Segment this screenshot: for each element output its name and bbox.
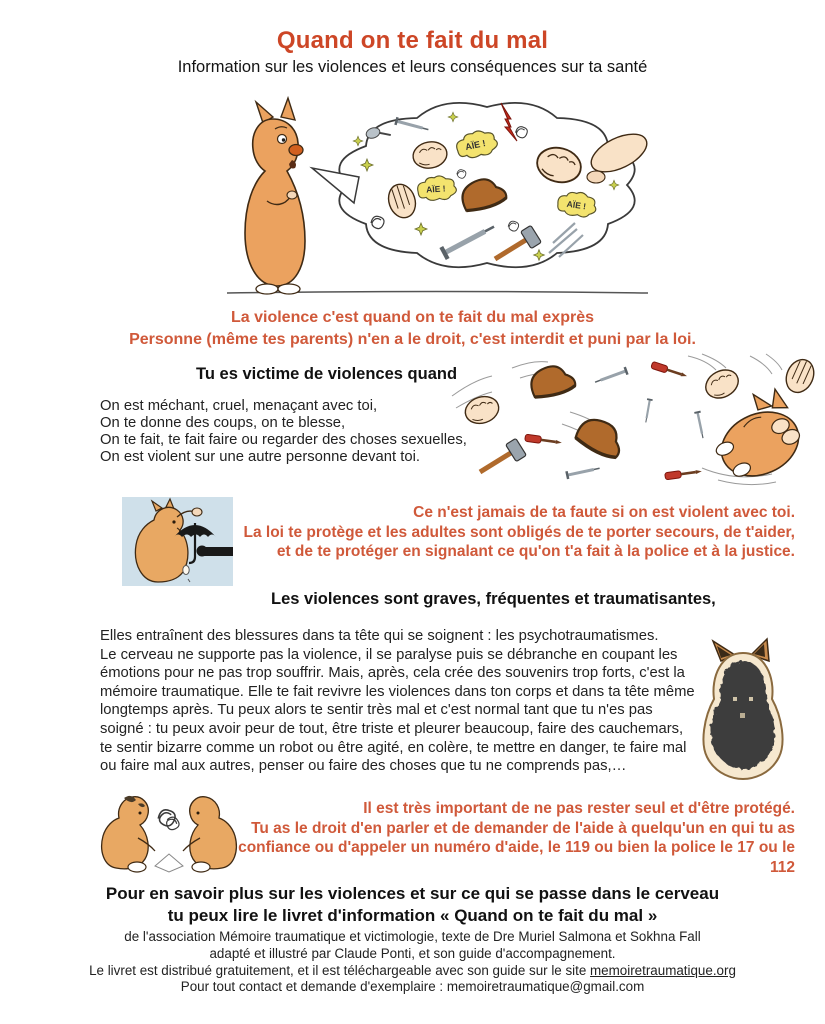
flying-objects-illustration	[450, 352, 825, 492]
traumatic-memory-illustration	[691, 635, 797, 781]
fault-line: Ce n'est jamais de ta faute si on est violent avec toi.	[413, 504, 795, 521]
credit-line: de l'association Mémoire traumatique et victimologie, texte de Dre Muriel Salmona et Sokhna Fall	[124, 929, 701, 944]
promo-line: tu peux lire le livret d'information « Quand on te fait du mal »	[167, 905, 658, 925]
talking-children	[94, 786, 244, 876]
shoe-icon	[527, 361, 577, 402]
trauma-heading: Les violences sont graves, fréquentes et traumatisantes,	[271, 590, 716, 608]
help-line: confiance ou d'appeler un numéro d'aide, le 119 ou bien la police le 17 ou le 112	[238, 839, 795, 876]
nose-icon	[740, 713, 745, 718]
shoe-icon	[256, 284, 278, 294]
paragraph-line: longtemps après. Tu peux alors te sentir très mal et c'est normal tant que tu n'es pas	[100, 702, 653, 719]
fault-line: La loi te protège et les adultes sont obligés de te porter secours, de t'aider,	[243, 523, 795, 541]
paragraph-line: soigné : tu peux avoir peur de tout, être triste et pleurer beaucoup, faire des cauchemars,	[100, 720, 684, 737]
victim-item: On te donne des coups, on te blesse,	[100, 414, 346, 431]
website-link[interactable]: memoiretraumatique.org	[590, 962, 736, 978]
page-subtitle: Information sur les violences et leurs conséquences sur ta santé	[177, 58, 648, 76]
page-title: Quand on te fait du mal	[276, 27, 549, 54]
eye-icon	[278, 135, 287, 144]
intro-line: La violence c'est quand on te fait du mal exprès	[230, 309, 594, 326]
violence-projectiles	[450, 352, 825, 492]
hero-illustration	[215, 93, 660, 300]
victim-item: On est méchant, cruel, menaçant avec toi,	[100, 398, 378, 414]
talking-children-illustration	[94, 786, 244, 876]
victim-list	[100, 398, 467, 466]
shared-words-scribble	[158, 810, 181, 832]
paragraph-line: mémoire traumatique. Elle te fait revivre les violences dans ton corps et dans ta tête même	[100, 683, 695, 700]
intro-line: Personne (même tes parents) n'en a le droit, c'est interdit et puni par la loi.	[129, 330, 696, 348]
contact-line: Pour tout contact et demande d'exemplaire : memoiretraumatique@gmail.com	[180, 979, 645, 995]
paragraph-line: te sentir bizarre comme un robot ou être agité, en colère, te mettre en danger, te faire mal	[100, 739, 687, 756]
hammer-icon	[480, 438, 526, 472]
victim-item: On te fait, te fait faire ou regarder des choses sexuelles,	[100, 431, 467, 448]
victim-item: On est violent sur une autre personne devant toi.	[100, 448, 420, 465]
screwdriver-icon	[665, 468, 703, 480]
child-character	[245, 98, 305, 294]
eye-icon	[733, 697, 737, 701]
black-arm-icon	[204, 547, 233, 556]
screwdriver-icon	[525, 434, 563, 446]
eye-icon	[197, 812, 200, 815]
download-line	[0, 963, 825, 980]
paragraph-line: Le cerveau ne supporte pas la violence, il se paralyse puis se débranche en coupant les	[100, 646, 678, 663]
eye-icon	[749, 697, 753, 701]
fist-icon	[462, 392, 502, 427]
eye-icon	[139, 812, 142, 815]
eye-icon	[172, 520, 175, 523]
credit-line: adapté et illustré par Claude Ponti, et son guide d'accompagnement.	[209, 945, 616, 961]
nose-icon	[289, 145, 303, 156]
seek-help-statement	[235, 799, 795, 877]
paper-icon	[155, 854, 183, 872]
trauma-paragraph	[100, 627, 700, 776]
intro-statement	[0, 307, 825, 350]
shoe-icon	[573, 414, 628, 461]
help-line: Tu as le droit d'en parler et de demander de l'aide à quelqu'un en qui tu as	[251, 819, 795, 837]
paragraph-line: ou faire mal aux autres, penser ou faire des choses que tu ne comprends pas,…	[100, 758, 627, 775]
fault-line: et de te protéger en signalant ce qu'on t'a fait à la police et à la justice.	[276, 543, 795, 560]
nail-icon	[643, 399, 653, 423]
paragraph-line: émotions pour ne pas trop souffrir. Mais, après, cela crée des souvenirs trop forts, c'est la	[100, 665, 685, 682]
nail-icon	[694, 412, 706, 439]
footer-credits	[0, 929, 825, 996]
shoe-icon	[278, 284, 300, 294]
falling-drop-icon	[183, 566, 189, 575]
nail-icon	[566, 464, 600, 479]
hand-icon	[192, 508, 202, 516]
umbrella-scene	[122, 497, 233, 586]
victim-heading: Tu es victime de violences quand	[196, 365, 458, 383]
foot-icon	[128, 862, 146, 872]
slap-hand-icon	[781, 355, 819, 397]
aie-text: AÏE !	[566, 198, 587, 212]
dark-thoughts-figure	[691, 635, 797, 781]
hand-icon	[587, 171, 605, 183]
star-icon	[353, 136, 363, 146]
paragraph-line: Elles entraînent des blessures dans ta tête qui se soignent : les psychotraumatismes.	[100, 628, 659, 644]
download-prefix: Le livret est distribué gratuitement, et il est téléchargeable avec son guide sur le site	[89, 962, 591, 978]
screwdriver-icon	[651, 361, 688, 379]
fist-icon	[701, 365, 743, 404]
booklet-promo	[0, 883, 825, 926]
protection-illustration	[122, 497, 233, 586]
help-line: Il est très important de ne pas rester seul et d'être protégé.	[363, 800, 795, 817]
black-hand-icon	[197, 546, 208, 557]
child-right	[183, 797, 236, 872]
foot-icon	[192, 862, 210, 872]
child-speech-bubble-violence	[215, 93, 660, 300]
not-your-fault-statement	[235, 503, 795, 562]
promo-line: Pour en savoir plus sur les violences et sur ce qui se passe dans le cerveau	[105, 884, 720, 903]
nail-icon	[594, 367, 628, 386]
aie-text: AÏE !	[425, 183, 446, 195]
child-left	[102, 796, 155, 872]
aie-text: AÏE !	[464, 138, 487, 153]
